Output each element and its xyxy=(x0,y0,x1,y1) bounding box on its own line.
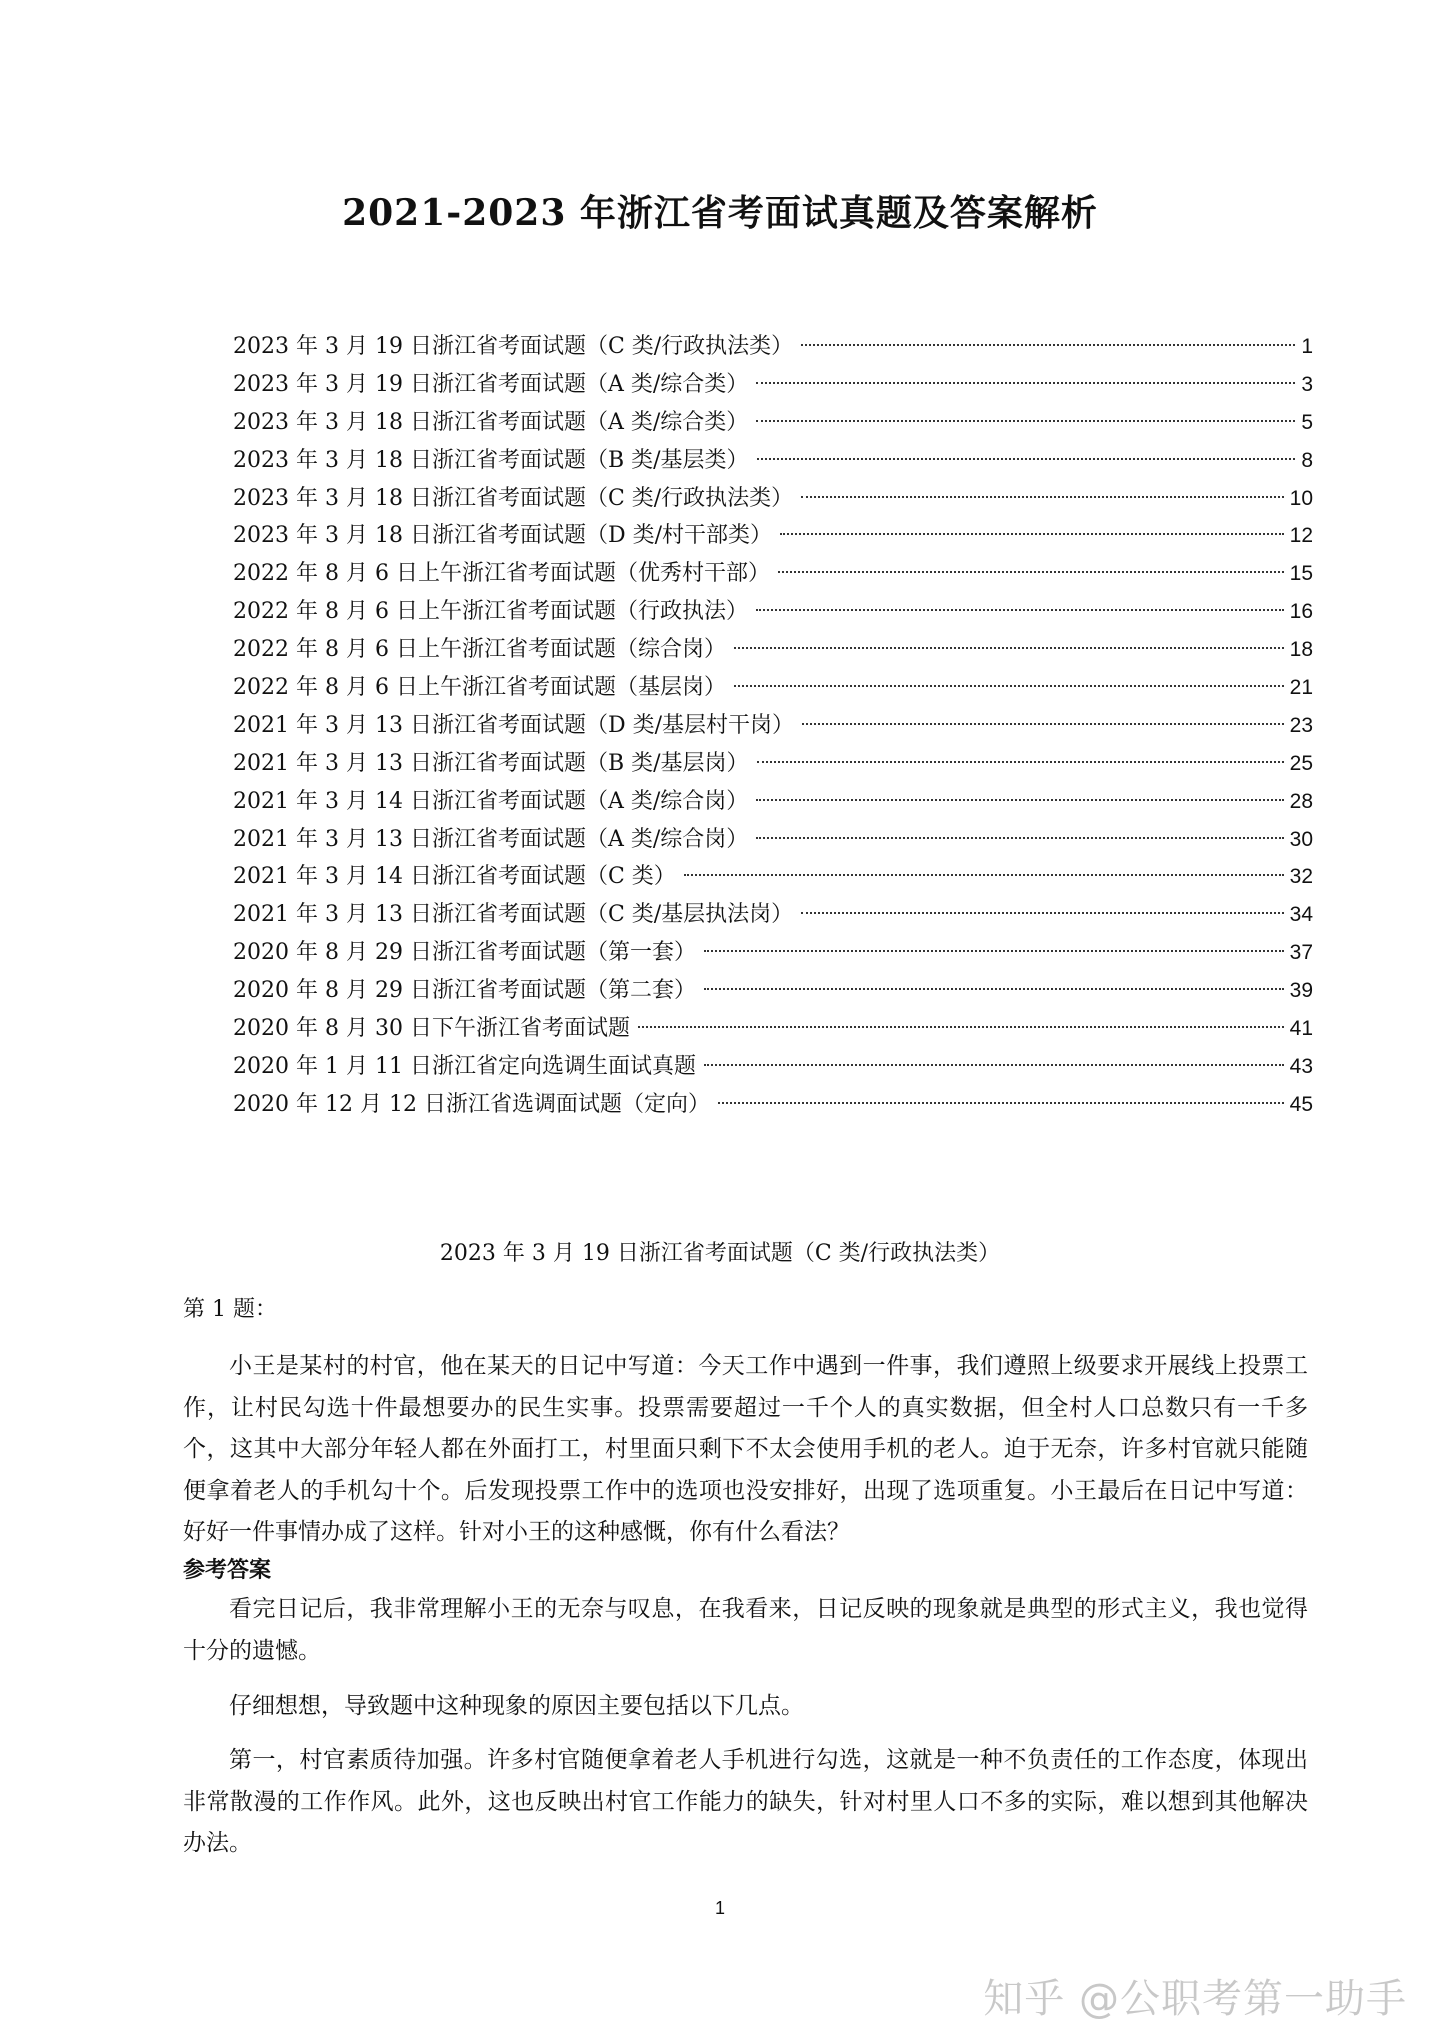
toc-dot-leader xyxy=(801,912,1283,914)
toc-entry[interactable] xyxy=(233,669,1313,707)
toc-dot-leader xyxy=(734,647,1284,649)
toc-entry-title: 2020 年 8 月 29 日浙江省考面试题（第二套） xyxy=(233,978,696,1004)
toc-entry-title: 2023 年 3 月 19 日浙江省考面试题（C 类/行政执法类） xyxy=(233,334,794,359)
toc-entry[interactable] xyxy=(233,555,1313,593)
toc-entry-page-number: 3 xyxy=(1301,372,1313,396)
toc-entry[interactable] xyxy=(233,517,1313,555)
toc-entry-title: 2022 年 8 月 6 日上午浙江省考面试题（综合岗） xyxy=(233,637,726,663)
toc-entry-page-number: 39 xyxy=(1289,979,1313,1003)
toc-dot-leader xyxy=(756,420,1295,422)
toc-entry-page-number: 1 xyxy=(1301,335,1313,358)
toc-entry-page-number: 37 xyxy=(1289,941,1313,965)
toc-entry-title: 2021 年 3 月 13 日浙江省考面试题（D 类/基层村干岗） xyxy=(233,712,794,738)
toc-dot-leader xyxy=(801,344,1295,346)
toc-entry[interactable] xyxy=(233,631,1313,669)
toc-entry-page-number: 18 xyxy=(1289,638,1313,662)
toc-dot-leader xyxy=(757,458,1296,460)
toc-dot-leader xyxy=(802,723,1284,725)
page-number: 1 xyxy=(714,1898,725,1918)
toc-dot-leader xyxy=(684,874,1284,876)
toc-entry[interactable] xyxy=(233,745,1313,783)
toc-entry-page-number: 30 xyxy=(1289,827,1313,851)
toc-entry-page-number: 16 xyxy=(1289,600,1313,624)
toc-entry-title: 2023 年 3 月 18 日浙江省考面试题（A 类/综合类） xyxy=(233,409,749,435)
toc-dot-leader xyxy=(756,799,1283,801)
toc-entry[interactable] xyxy=(233,821,1313,859)
answer-paragraph: 看完日记后，我非常理解小王的无奈与叹息，在我看来，日记反映的现象就是典型的形式主义，我也觉得十分的遗憾。 xyxy=(183,1596,1308,1664)
toc-entry[interactable] xyxy=(233,328,1313,366)
table-of-contents xyxy=(233,328,1313,1124)
toc-entry-title: 2021 年 3 月 13 日浙江省考面试题（B 类/基层岗） xyxy=(233,750,749,776)
toc-dot-leader xyxy=(734,685,1284,687)
answer-paragraph: 仔细想想，导致题中这种现象的原因主要包括以下几点。 xyxy=(229,1693,804,1719)
toc-dot-leader xyxy=(778,571,1284,573)
answer-paragraph: 第一，村官素质待加强。许多村官随便拿着老人手机进行勾选，这就是一种不负责任的工作态度，体现出非常散漫的工作作风。此外，这也反映出村官工作能力的缺失，针对村里人口不多的实际，难以想到其他解决办法。 xyxy=(183,1747,1308,1856)
toc-entry-page-number: 21 xyxy=(1289,676,1313,700)
toc-dot-leader xyxy=(704,988,1284,990)
section-title: 2023 年 3 月 19 日浙江省考面试题（C 类/行政执法类） xyxy=(439,1241,1001,1266)
toc-entry-page-number: 32 xyxy=(1289,865,1313,889)
toc-entry-page-number: 41 xyxy=(1289,1017,1313,1041)
toc-entry-page-number: 28 xyxy=(1289,789,1313,813)
toc-entry[interactable] xyxy=(233,896,1313,934)
toc-dot-leader xyxy=(704,950,1284,952)
toc-entry-title: 2021 年 3 月 13 日浙江省考面试题（C 类/基层执法岗） xyxy=(233,902,794,928)
toc-entry-title: 2021 年 3 月 13 日浙江省考面试题（A 类/综合岗） xyxy=(233,826,749,852)
toc-entry[interactable] xyxy=(233,366,1313,404)
toc-dot-leader xyxy=(638,1026,1284,1028)
toc-entry-title: 2022 年 8 月 6 日上午浙江省考面试题（行政执法） xyxy=(233,599,748,625)
toc-entry-page-number: 5 xyxy=(1301,410,1313,434)
toc-entry[interactable] xyxy=(233,1048,1313,1086)
toc-dot-leader xyxy=(718,1102,1284,1104)
answer-label: 参考答案 xyxy=(183,1557,272,1583)
toc-entry[interactable] xyxy=(233,404,1313,442)
toc-entry-page-number: 25 xyxy=(1289,751,1313,775)
toc-entry-title: 2023 年 3 月 18 日浙江省考面试题（B 类/基层类） xyxy=(233,447,749,473)
toc-entry[interactable] xyxy=(233,1086,1313,1124)
watermark: 知乎 @公职考第一助手 xyxy=(983,1976,1407,2022)
toc-entry-title: 2020 年 8 月 29 日浙江省考面试题（第一套） xyxy=(233,940,696,966)
toc-entry-title: 2021 年 3 月 14 日浙江省考面试题（C 类） xyxy=(233,864,676,890)
toc-entry-title: 2020 年 12 月 12 日浙江省选调面试题（定向） xyxy=(233,1091,710,1117)
document-title: 2021-2023 年浙江省考面试真题及答案解析 xyxy=(342,192,1098,234)
toc-entry-title: 2023 年 3 月 18 日浙江省考面试题（D 类/村干部类） xyxy=(233,523,772,549)
toc-entry-page-number: 8 xyxy=(1301,448,1313,472)
toc-entry-page-number: 10 xyxy=(1289,486,1313,510)
toc-entry[interactable] xyxy=(233,1010,1313,1048)
toc-dot-leader xyxy=(756,609,1284,611)
toc-dot-leader xyxy=(780,533,1284,535)
toc-entry-title: 2023 年 3 月 18 日浙江省考面试题（C 类/行政执法类） xyxy=(233,485,794,511)
toc-dot-leader xyxy=(756,382,1295,384)
toc-entry-title: 2021 年 3 月 14 日浙江省考面试题（A 类/综合岗） xyxy=(233,788,749,814)
toc-entry[interactable] xyxy=(233,593,1313,631)
toc-entry-page-number: 15 xyxy=(1289,562,1313,586)
toc-entry[interactable] xyxy=(233,934,1313,972)
toc-dot-leader xyxy=(757,761,1284,763)
question-label: 第 1 题： xyxy=(183,1297,277,1322)
toc-dot-leader xyxy=(801,496,1283,498)
toc-entry-title: 2022 年 8 月 6 日上午浙江省考面试题（基层岗） xyxy=(233,675,726,701)
toc-entry-title: 2020 年 1 月 11 日浙江省定向选调生面试真题 xyxy=(233,1053,696,1079)
toc-entry-title: 2023 年 3 月 19 日浙江省考面试题（A 类/综合类） xyxy=(233,371,749,397)
toc-dot-leader xyxy=(704,1064,1284,1066)
toc-entry[interactable] xyxy=(233,480,1313,518)
toc-entry-title: 2020 年 8 月 30 日下午浙江省考面试题 xyxy=(233,1016,630,1042)
toc-entry[interactable] xyxy=(233,442,1313,480)
toc-entry-page-number: 23 xyxy=(1289,713,1313,737)
toc-entry[interactable] xyxy=(233,972,1313,1010)
toc-entry-page-number: 12 xyxy=(1289,524,1313,548)
toc-entry[interactable] xyxy=(233,858,1313,896)
toc-entry-page-number: 43 xyxy=(1289,1054,1313,1078)
toc-entry[interactable] xyxy=(233,707,1313,745)
question-paragraph: 小王是某村的村官，他在某天的日记中写道：今天工作中遇到一件事，我们遵照上级要求开展线上投票工作，让村民勾选十件最想要办的民生实事。投票需要超过一千个人的真实数据，但全村人口总数只有一千多个，这其中大部分年轻人都在外面打工，村里面只剩下不太会使用手机的老人。迫于无奈，许多村官就只能随便拿着老人的手机勾十个。后发现投票工作中的选项也没安排好，出现了选项重复。小王最后在日记中写道：好好一件事情办成了这样。针对小王的这种感慨，你有什么看法？ xyxy=(183,1353,1308,1545)
toc-dot-leader xyxy=(756,837,1283,839)
toc-entry-page-number: 34 xyxy=(1289,903,1313,927)
toc-entry[interactable] xyxy=(233,783,1313,821)
toc-entry-page-number: 45 xyxy=(1289,1092,1313,1116)
toc-entry-title: 2022 年 8 月 6 日上午浙江省考面试题（优秀村干部） xyxy=(233,561,770,587)
